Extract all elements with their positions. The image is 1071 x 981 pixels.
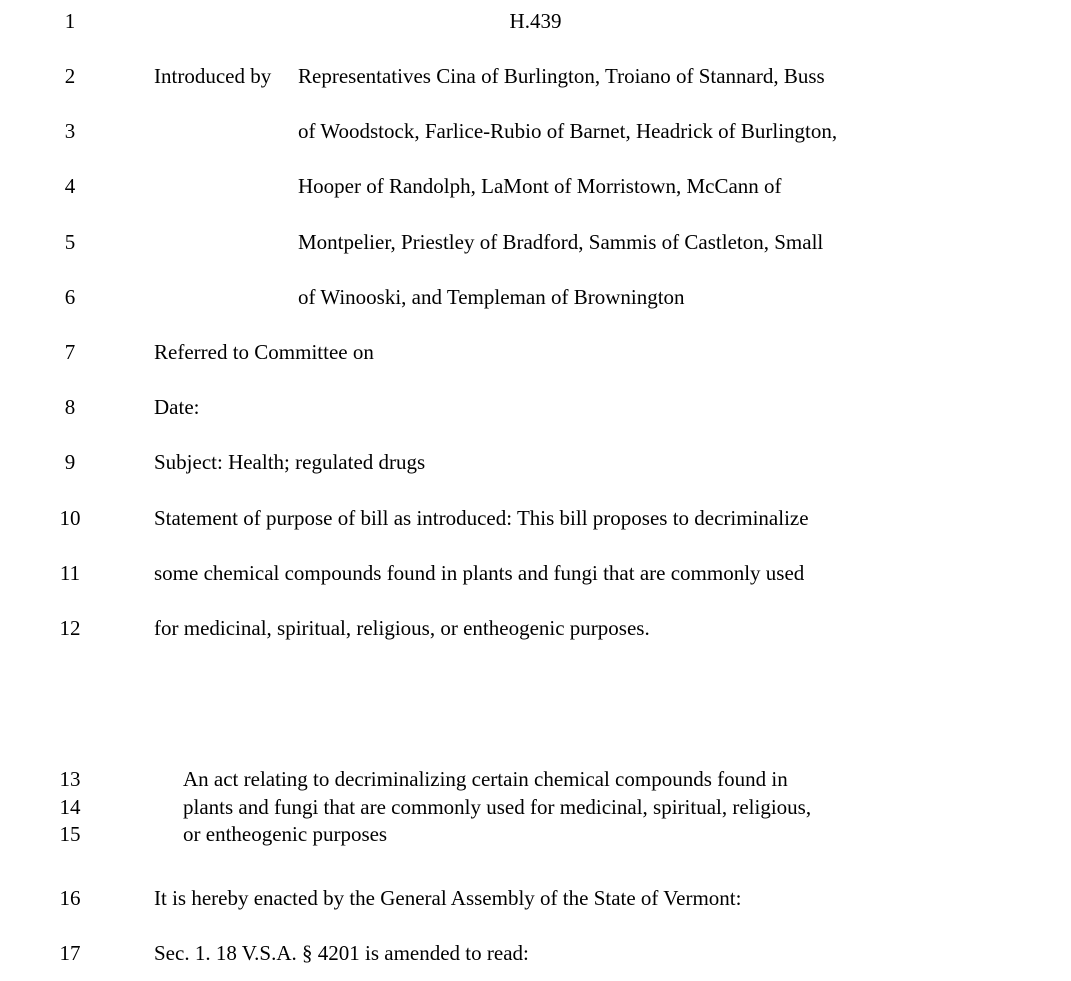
section-heading: Sec. 1. 18 V.S.A. § 4201 is amended to read: [154,941,529,965]
line-number: 2 [64,64,76,88]
line-number: 4 [64,174,76,198]
line-number: 7 [64,340,76,364]
line-number: 9 [64,450,76,474]
line-number: 8 [64,395,76,419]
act-title-line: or entheogenic purposes [183,822,388,846]
line-number: 1 [64,9,76,33]
act-title-line: plants and fungi that are commonly used for medicinal, spiritual, religious, [183,795,812,819]
date-label: Date: [154,395,200,419]
line-number: 14 [59,795,81,819]
sponsor-line: Hooper of Randolph, LaMont of Morristown, McCann of [298,174,782,198]
bill-number: H.439 [509,9,562,33]
statement-of-purpose-line: for medicinal, spiritual, religious, or entheogenic purposes. [154,616,650,640]
line-number: 6 [64,285,76,309]
enacting-clause: It is hereby enacted by the General Assembly of the State of Vermont: [154,886,742,910]
subject-line: Subject: Health; regulated drugs [154,450,426,474]
line-number: 17 [59,941,81,965]
act-title-line: An act relating to decriminalizing certain chemical compounds found in [183,767,788,791]
statement-of-purpose-line: some chemical compounds found in plants and fungi that are commonly used [154,561,805,585]
referred-to-committee: Referred to Committee on [154,340,374,364]
line-number: 15 [59,822,81,846]
line-number: 10 [59,506,81,530]
line-number: 5 [64,230,76,254]
sponsor-line: Montpelier, Priestley of Bradford, Sammis of Castleton, Small [298,230,824,254]
sponsor-line: of Winooski, and Templeman of Brownington [298,285,685,309]
introduced-by-label: Introduced by [154,64,272,88]
line-number: 3 [64,119,76,143]
line-number: 13 [59,767,81,791]
statement-of-purpose-line: Statement of purpose of bill as introduced: This bill proposes to decriminalize [154,506,809,530]
line-number: 16 [59,886,81,910]
line-number: 11 [59,561,81,585]
sponsor-line: of Woodstock, Farlice-Rubio of Barnet, Headrick of Burlington, [298,119,838,143]
line-number: 12 [59,616,81,640]
sponsor-line: Representatives Cina of Burlington, Troiano of Stannard, Buss [298,64,825,88]
